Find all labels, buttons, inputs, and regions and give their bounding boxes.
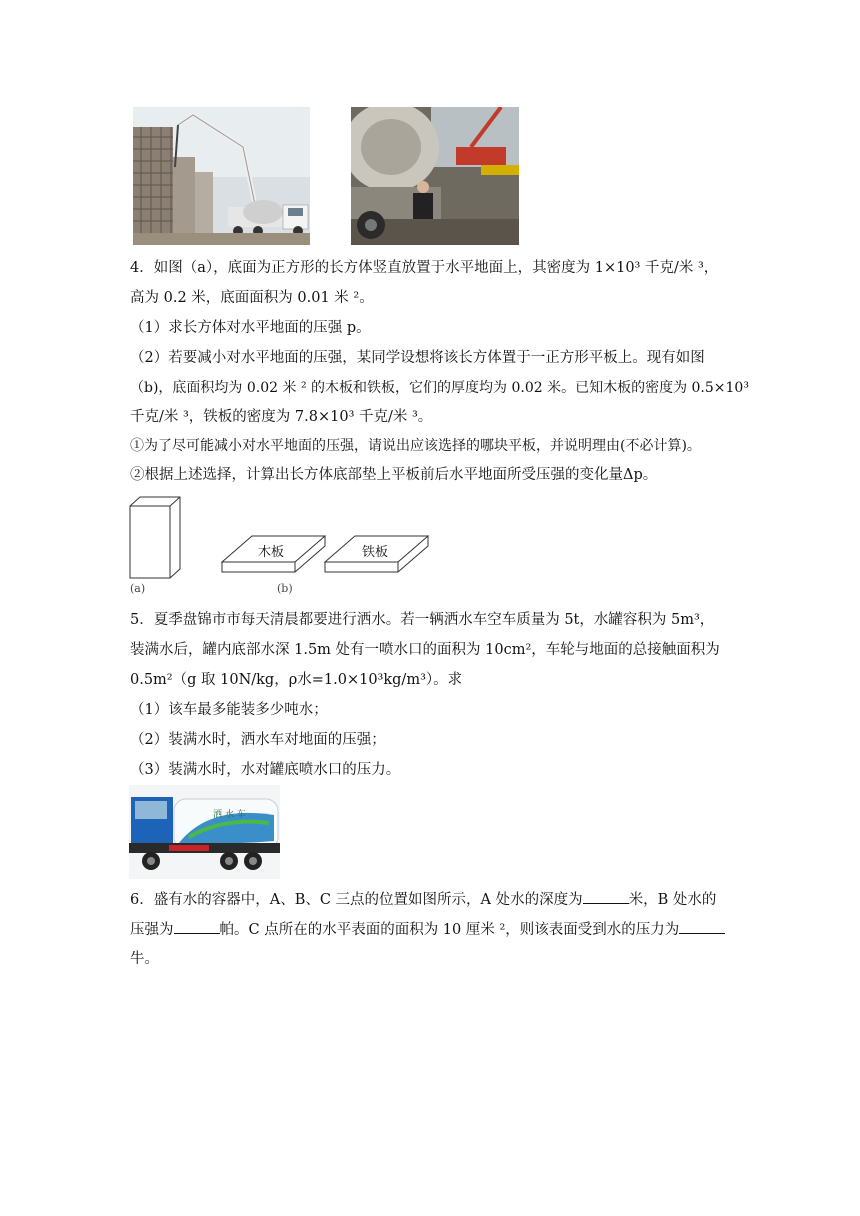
iron-board-label: 铁板: [362, 545, 389, 560]
q4-part1: （1）求长方体对水平地面的压强 p。: [130, 320, 371, 336]
q5-part2: （2）装满水时，洒水车对地面的压强；: [130, 732, 386, 748]
q5-part3: （3）装满水时，水对罐底喷水口的压力。: [130, 762, 401, 778]
answer-blank-c-force[interactable]: [679, 919, 725, 934]
q4-part2-line3: 千克/米 ³，铁板的密度为 7.8×10³ 千克/米 ³。: [130, 409, 433, 425]
construction-pump-truck-photo: [133, 107, 310, 245]
q4-line2: 高为 0.2 米，底面面积为 0.01 米 ²。: [130, 290, 374, 306]
q4-part2-line1: （2）若要减小对水平地面的压强，某同学设想将该长方体置于一正方形平板上。现有如图: [130, 350, 705, 366]
q5-line1: 5．夏季盘锦市市每天清晨都要进行洒水。若一辆洒水车空车质量为 5t，水罐容积为 5m³，: [130, 612, 715, 628]
q4-line1: 4．如图（a），底面为正方形的长方体竖直放置于水平地面上，其密度为 1×10³ 千克/米 ³，: [130, 260, 719, 276]
q6-line1: [130, 889, 740, 910]
q6-line1-a: 6．盛有水的容器中，A、B、C 三点的位置如图所示，A 处水的深度为: [130, 892, 583, 908]
figure-label-a: (a): [130, 582, 146, 595]
q5-part1: （1）该车最多能装多少吨水；: [130, 702, 328, 718]
answer-blank-a-depth[interactable]: [583, 889, 629, 904]
q5-line3: 0.5m²（g 取 10N/kg，ρ水=1.0×10³kg/m³）。求: [130, 672, 463, 688]
q6-line1-b: 米，B 处水的: [628, 892, 717, 908]
answer-blank-b-pressure[interactable]: [174, 919, 220, 934]
wood-board-label: 木板: [258, 545, 285, 560]
q4-figure: [125, 494, 435, 598]
q6-line2-a: 压强为: [130, 922, 174, 938]
q5-line2: 装满水后，罐内底部水深 1.5m 处有一喷水口的面积为 10cm²，车轮与地面的总接触面积为: [130, 642, 720, 658]
truck-tank-text: 洒 水 车: [213, 810, 246, 820]
q6-line2-b: 帕。C 点所在的水平表面的面积为 10 厘米 ²，则该表面受到水的压力为: [219, 922, 680, 938]
q4-part2-line2: （b)，底面积均为 0.02 米 ² 的木板和铁板，它们的厚度均为 0.02 米。已知木板的密度为 0.5×10³: [130, 380, 749, 396]
q4-sub1: ①为了尽可能减小对水平地面的压强，请说出应该选择的哪块平板，并说明理由(不必计算)。: [130, 438, 701, 454]
cuboid-figure: [130, 497, 180, 578]
q4-sub2: ②根据上述选择，计算出长方体底部垫上平板前后水平地面所受压强的变化量Δp。: [130, 467, 658, 483]
q6-line2: [130, 919, 740, 940]
q6-line3: 牛。: [130, 951, 159, 967]
sprinkler-truck-photo: [129, 785, 280, 879]
mixer-truck-worker-photo: [351, 107, 519, 245]
figure-label-b: (b): [277, 582, 293, 595]
